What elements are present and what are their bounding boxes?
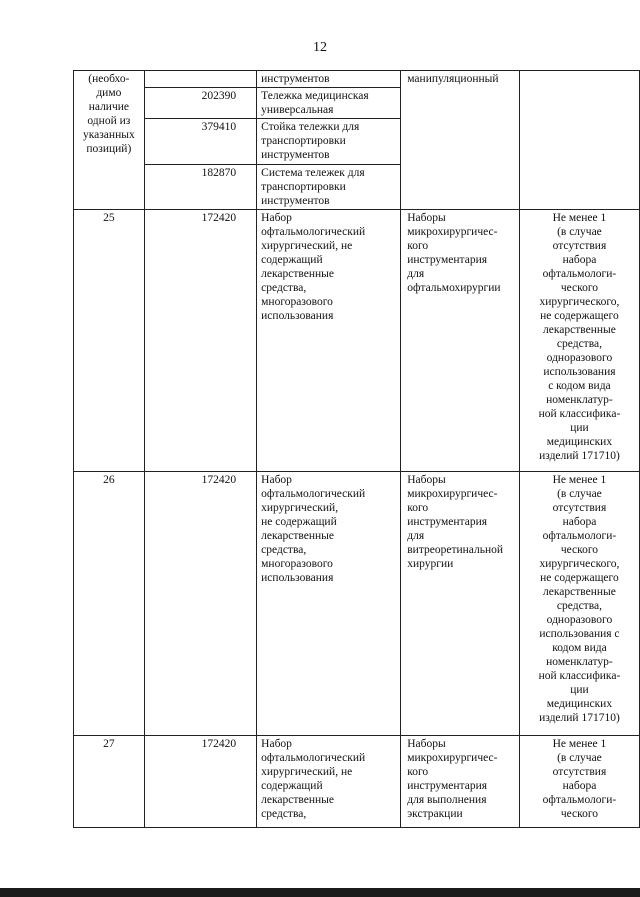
table-cell-purpose: Наборы микрохирургичес- кого инструментария для выполнения экстракции xyxy=(401,736,520,828)
table-cell-code: 182870 xyxy=(144,165,256,210)
table-cell-requirement xyxy=(519,71,639,210)
table-cell-code: 172420 xyxy=(144,472,256,736)
table-cell-requirement: Не менее 1 (в случае отсутствия набора офтальмологи- ческого хирургического, не содержащего лекарственные средства, одноразового использования с кодом вида номенклатур- ной классифика- ции медицинских изделий 171710) xyxy=(519,210,639,472)
table-cell-code: 172420 xyxy=(144,210,256,472)
table-cell-number: 25 xyxy=(74,210,145,472)
table-cell-name: инструментов xyxy=(257,71,401,88)
table-cell-code: 172420 xyxy=(144,736,256,828)
table-cell-number: 26 xyxy=(74,472,145,736)
table-cell-name: Набор офтальмологический хирургический, не содержащий лекарственные средства, многоразового использования xyxy=(257,210,401,472)
table-cell-purpose: манипуляционный xyxy=(401,71,520,210)
table-cell-name: Набор офтальмологический хирургический, не содержащий лекарственные средства, многоразового использования xyxy=(257,472,401,736)
table-cell-name: Набор офтальмологический хирургический, не содержащий лекарственные средства, xyxy=(257,736,401,828)
table-row xyxy=(74,210,640,472)
table-cell-requirement: Не менее 1 (в случае отсутствия набора офтальмологи- ческого xyxy=(519,736,639,828)
table-cell-code xyxy=(144,71,256,88)
table-row xyxy=(74,736,640,828)
table-cell-purpose: Наборы микрохирургичес- кого инструментария для витреоретинальной хирургии xyxy=(401,472,520,736)
table-cell-name: Система тележек для транспортировки инструментов xyxy=(257,165,401,210)
table-cell-name: Тележка медицинская универсальная xyxy=(257,88,401,119)
table-cell-number: 27 xyxy=(74,736,145,828)
table-row-continuation xyxy=(74,71,640,88)
table-cell-purpose: Наборы микрохирургичес- кого инструментария для офтальмохирургии xyxy=(401,210,520,472)
page-number: 12 xyxy=(313,40,327,55)
table-cell-code: 379410 xyxy=(144,119,256,165)
table-cell-code: 202390 xyxy=(144,88,256,119)
table-cell-requirement: Не менее 1 (в случае отсутствия набора офтальмологи- ческого хирургического, не содержащего лекарственные средства, одноразового использования с кодом вида номенклатур- ной классифика- ции медицинских изделий 171710) xyxy=(519,472,639,736)
table-row xyxy=(74,472,640,736)
scan-bottom-edge xyxy=(0,888,640,897)
equipment-table xyxy=(73,70,640,828)
continuation-note: (необхо- димо наличие одной из указанных позиций) xyxy=(74,71,145,210)
table-cell-name: Стойка тележки для транспортировки инструментов xyxy=(257,119,401,165)
